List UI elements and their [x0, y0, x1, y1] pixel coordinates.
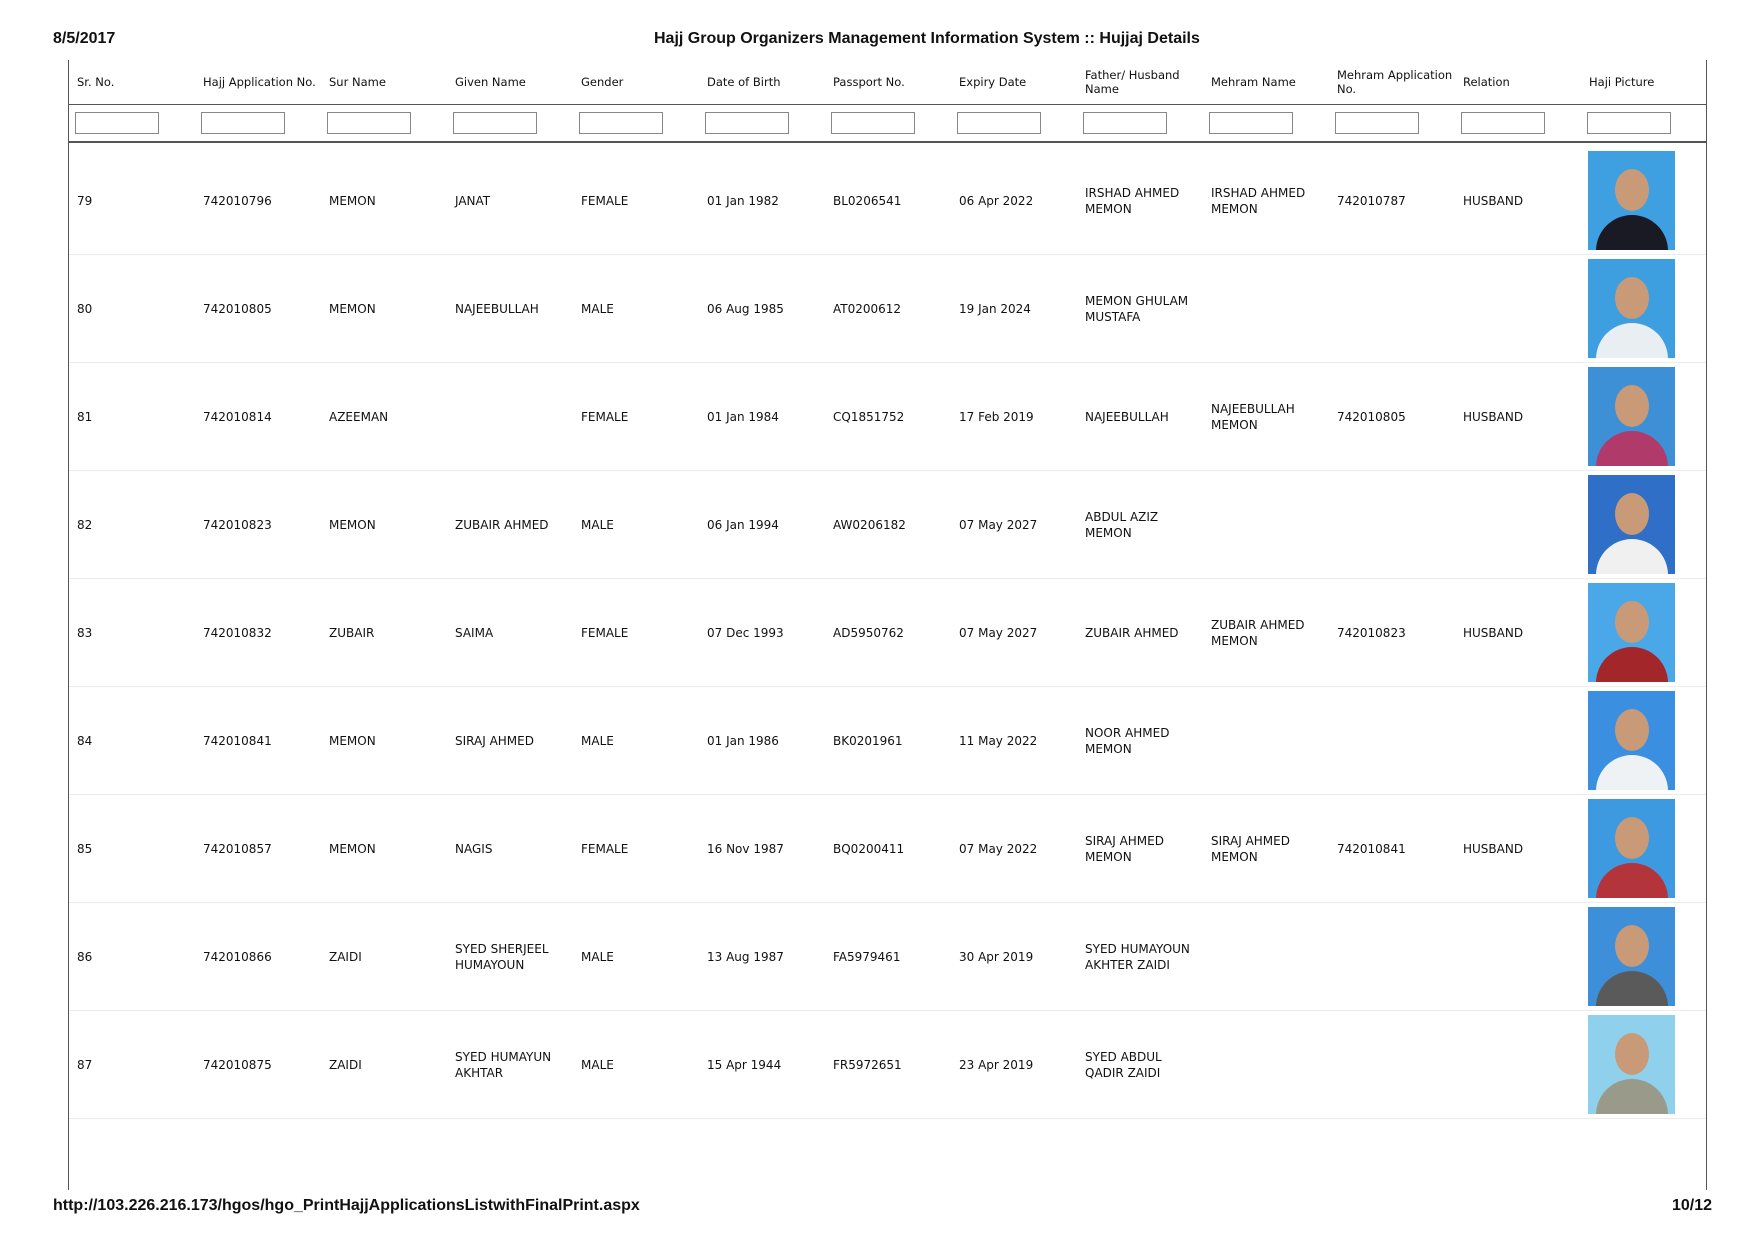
picture-cell: [1581, 903, 1706, 1011]
dob-cell: 06 Aug 1985: [699, 255, 825, 363]
passport-cell: BQ0200411: [825, 795, 951, 903]
sr-cell: 86: [69, 903, 195, 1011]
mehram-name-cell: [1203, 471, 1329, 579]
sr-cell: 85: [69, 795, 195, 903]
expiry-cell: 19 Jan 2024: [951, 255, 1077, 363]
dob-cell: 07 Dec 1993: [699, 579, 825, 687]
mehram-name-cell: [1203, 1011, 1329, 1119]
table-row: [69, 147, 1706, 255]
table-row: [69, 687, 1706, 795]
dob-cell: 15 Apr 1944: [699, 1011, 825, 1119]
table-row: [69, 903, 1706, 1011]
expiry-cell: 17 Feb 2019: [951, 363, 1077, 471]
mehram-app-cell: 742010805: [1329, 363, 1455, 471]
expiry-cell: 07 May 2027: [951, 471, 1077, 579]
person-head-icon: [1615, 1033, 1649, 1075]
father-name-cell: NAJEEBULLAH: [1077, 363, 1203, 471]
mehram-name-cell: [1203, 687, 1329, 795]
person-head-icon: [1615, 925, 1649, 967]
col-header-father[interactable]: Father/ Husband Name: [1085, 68, 1180, 96]
filter-mehram[interactable]: [1209, 112, 1293, 134]
table-body: [69, 147, 1706, 1119]
col-header-sur-name[interactable]: Sur Name: [329, 75, 386, 89]
haji-picture: [1588, 799, 1675, 898]
table-row: [69, 363, 1706, 471]
filter-sur-name[interactable]: [327, 112, 411, 134]
relation-cell: HUSBAND: [1455, 147, 1581, 255]
filter-passport[interactable]: [831, 112, 915, 134]
given-name-cell: [447, 363, 573, 471]
sr-cell: 81: [69, 363, 195, 471]
father-name-cell: SYED HUMAYOUN AKHTER ZAIDI: [1077, 903, 1203, 1011]
haji-picture: [1588, 367, 1675, 466]
col-header-picture[interactable]: Haji Picture: [1589, 75, 1655, 89]
filter-picture[interactable]: [1587, 112, 1671, 134]
filter-row: [69, 105, 1706, 143]
hujjaj-table: [69, 60, 1706, 1119]
expiry-cell: 23 Apr 2019: [951, 1011, 1077, 1119]
gender-cell: MALE: [573, 687, 699, 795]
gender-cell: MALE: [573, 471, 699, 579]
person-head-icon: [1615, 385, 1649, 427]
expiry-cell: 30 Apr 2019: [951, 903, 1077, 1011]
col-header-app-no[interactable]: Hajj Application No.: [203, 75, 316, 89]
expiry-cell: 06 Apr 2022: [951, 147, 1077, 255]
filter-relation[interactable]: [1461, 112, 1545, 134]
filter-given-name[interactable]: [453, 112, 537, 134]
gender-cell: FEMALE: [573, 579, 699, 687]
person-body-icon: [1596, 863, 1668, 898]
mehram-app-cell: 742010787: [1329, 147, 1455, 255]
mehram-app-cell: [1329, 687, 1455, 795]
mehram-app-cell: 742010823: [1329, 579, 1455, 687]
table-row: [69, 1011, 1706, 1119]
person-head-icon: [1615, 709, 1649, 751]
sur-name-cell: ZAIDI: [321, 903, 447, 1011]
picture-cell: [1581, 147, 1706, 255]
father-name-cell: ZUBAIR AHMED: [1077, 579, 1203, 687]
person-body-icon: [1596, 215, 1668, 250]
dob-cell: 16 Nov 1987: [699, 795, 825, 903]
app-no-cell: 742010841: [195, 687, 321, 795]
haji-picture: [1588, 907, 1675, 1006]
app-no-cell: 742010866: [195, 903, 321, 1011]
passport-cell: FR5972651: [825, 1011, 951, 1119]
app-no-cell: 742010875: [195, 1011, 321, 1119]
app-no-cell: 742010805: [195, 255, 321, 363]
person-body-icon: [1596, 971, 1668, 1006]
haji-picture: [1588, 691, 1675, 790]
given-name-cell: SYED SHERJEEL HUMAYOUN: [447, 903, 573, 1011]
print-date: 8/5/2017: [53, 30, 116, 47]
passport-cell: BL0206541: [825, 147, 951, 255]
picture-cell: [1581, 687, 1706, 795]
person-head-icon: [1615, 169, 1649, 211]
gender-cell: FEMALE: [573, 147, 699, 255]
sr-cell: 79: [69, 147, 195, 255]
passport-cell: BK0201961: [825, 687, 951, 795]
relation-cell: HUSBAND: [1455, 363, 1581, 471]
sur-name-cell: MEMON: [321, 471, 447, 579]
table-row: [69, 255, 1706, 363]
father-name-cell: SIRAJ AHMED MEMON: [1077, 795, 1203, 903]
header-row: [69, 60, 1706, 105]
person-head-icon: [1615, 817, 1649, 859]
app-no-cell: 742010796: [195, 147, 321, 255]
relation-cell: [1455, 471, 1581, 579]
passport-cell: AW0206182: [825, 471, 951, 579]
filter-app-no[interactable]: [201, 112, 285, 134]
table-row: [69, 795, 1706, 903]
table-frame: [68, 60, 1707, 1190]
mehram-app-cell: [1329, 1011, 1455, 1119]
expiry-cell: 11 May 2022: [951, 687, 1077, 795]
col-header-dob[interactable]: Date of Birth: [707, 75, 781, 89]
col-header-relation[interactable]: Relation: [1463, 75, 1510, 89]
col-header-given-name[interactable]: Given Name: [455, 75, 526, 89]
passport-cell: FA5979461: [825, 903, 951, 1011]
given-name-cell: JANAT: [447, 147, 573, 255]
mehram-name-cell: NAJEEBULLAH MEMON: [1203, 363, 1329, 471]
col-header-gender[interactable]: Gender: [581, 75, 624, 89]
haji-picture: [1588, 583, 1675, 682]
gender-cell: MALE: [573, 255, 699, 363]
relation-cell: [1455, 687, 1581, 795]
page-number: 10/12: [1671, 1197, 1712, 1214]
table-row: [69, 471, 1706, 579]
person-body-icon: [1596, 323, 1668, 358]
filter-dob[interactable]: [705, 112, 789, 134]
app-no-cell: 742010832: [195, 579, 321, 687]
dob-cell: 01 Jan 1982: [699, 147, 825, 255]
sur-name-cell: ZUBAIR: [321, 579, 447, 687]
col-header-mehram-app[interactable]: Mehram Application No.: [1337, 68, 1453, 96]
sr-cell: 84: [69, 687, 195, 795]
mehram-name-cell: [1203, 903, 1329, 1011]
mehram-app-cell: [1329, 255, 1455, 363]
relation-cell: [1455, 1011, 1581, 1119]
father-name-cell: ABDUL AZIZ MEMON: [1077, 471, 1203, 579]
sur-name-cell: MEMON: [321, 255, 447, 363]
given-name-cell: NAJEEBULLAH: [447, 255, 573, 363]
picture-cell: [1581, 471, 1706, 579]
sur-name-cell: AZEEMAN: [321, 363, 447, 471]
app-no-cell: 742010814: [195, 363, 321, 471]
haji-picture: [1588, 259, 1675, 358]
mehram-name-cell: [1203, 255, 1329, 363]
sur-name-cell: MEMON: [321, 687, 447, 795]
passport-cell: CQ1851752: [825, 363, 951, 471]
sur-name-cell: MEMON: [321, 147, 447, 255]
person-body-icon: [1596, 539, 1668, 574]
given-name-cell: ZUBAIR AHMED: [447, 471, 573, 579]
sr-cell: 87: [69, 1011, 195, 1119]
relation-cell: [1455, 903, 1581, 1011]
gender-cell: MALE: [573, 903, 699, 1011]
dob-cell: 13 Aug 1987: [699, 903, 825, 1011]
page-title: Hajj Group Organizers Management Information System :: Hujjaj Details: [654, 30, 1200, 47]
sr-cell: 82: [69, 471, 195, 579]
expiry-cell: 07 May 2022: [951, 795, 1077, 903]
given-name-cell: SIRAJ AHMED: [447, 687, 573, 795]
col-header-passport[interactable]: Passport No.: [833, 75, 905, 89]
passport-cell: AD5950762: [825, 579, 951, 687]
mehram-name-cell: ZUBAIR AHMED MEMON: [1203, 579, 1329, 687]
haji-picture: [1588, 151, 1675, 250]
person-body-icon: [1596, 647, 1668, 682]
mehram-name-cell: IRSHAD AHMED MEMON: [1203, 147, 1329, 255]
picture-cell: [1581, 795, 1706, 903]
sur-name-cell: ZAIDI: [321, 1011, 447, 1119]
person-body-icon: [1596, 755, 1668, 790]
picture-cell: [1581, 255, 1706, 363]
gender-cell: FEMALE: [573, 363, 699, 471]
gender-cell: FEMALE: [573, 795, 699, 903]
dob-cell: 01 Jan 1984: [699, 363, 825, 471]
passport-cell: AT0200612: [825, 255, 951, 363]
haji-picture: [1588, 1015, 1675, 1114]
filter-father[interactable]: [1083, 112, 1167, 134]
dob-cell: 06 Jan 1994: [699, 471, 825, 579]
expiry-cell: 07 May 2027: [951, 579, 1077, 687]
app-no-cell: 742010857: [195, 795, 321, 903]
haji-picture: [1588, 475, 1675, 574]
mehram-app-cell: [1329, 471, 1455, 579]
sr-cell: 80: [69, 255, 195, 363]
sr-cell: 83: [69, 579, 195, 687]
sur-name-cell: MEMON: [321, 795, 447, 903]
person-body-icon: [1596, 431, 1668, 466]
father-name-cell: IRSHAD AHMED MEMON: [1077, 147, 1203, 255]
table-row: [69, 579, 1706, 687]
picture-cell: [1581, 363, 1706, 471]
filter-mehram-app[interactable]: [1335, 112, 1419, 134]
father-name-cell: MEMON GHULAM MUSTAFA: [1077, 255, 1203, 363]
gender-cell: MALE: [573, 1011, 699, 1119]
filter-gender[interactable]: [579, 112, 663, 134]
filter-expiry[interactable]: [957, 112, 1041, 134]
col-header-sr[interactable]: Sr. No.: [77, 75, 115, 89]
col-header-expiry[interactable]: Expiry Date: [959, 75, 1027, 89]
filter-sr[interactable]: [75, 112, 159, 134]
relation-cell: HUSBAND: [1455, 579, 1581, 687]
person-head-icon: [1615, 277, 1649, 319]
mehram-name-cell: SIRAJ AHMED MEMON: [1203, 795, 1329, 903]
father-name-cell: NOOR AHMED MEMON: [1077, 687, 1203, 795]
person-head-icon: [1615, 493, 1649, 535]
dob-cell: 01 Jan 1986: [699, 687, 825, 795]
relation-cell: [1455, 255, 1581, 363]
picture-cell: [1581, 579, 1706, 687]
father-name-cell: SYED ABDUL QADIR ZAIDI: [1077, 1011, 1203, 1119]
given-name-cell: SYED HUMAYUN AKHTAR: [447, 1011, 573, 1119]
given-name-cell: NAGIS: [447, 795, 573, 903]
given-name-cell: SAIMA: [447, 579, 573, 687]
col-header-mehram[interactable]: Mehram Name: [1211, 75, 1296, 89]
picture-cell: [1581, 1011, 1706, 1119]
mehram-app-cell: [1329, 903, 1455, 1011]
app-no-cell: 742010823: [195, 471, 321, 579]
relation-cell: HUSBAND: [1455, 795, 1581, 903]
person-head-icon: [1615, 601, 1649, 643]
person-body-icon: [1596, 1079, 1668, 1114]
page-url: http://103.226.216.173/hgos/hgo_PrintHajjApplicationsListwithFinalPrint.aspx: [53, 1197, 640, 1214]
mehram-app-cell: 742010841: [1329, 795, 1455, 903]
